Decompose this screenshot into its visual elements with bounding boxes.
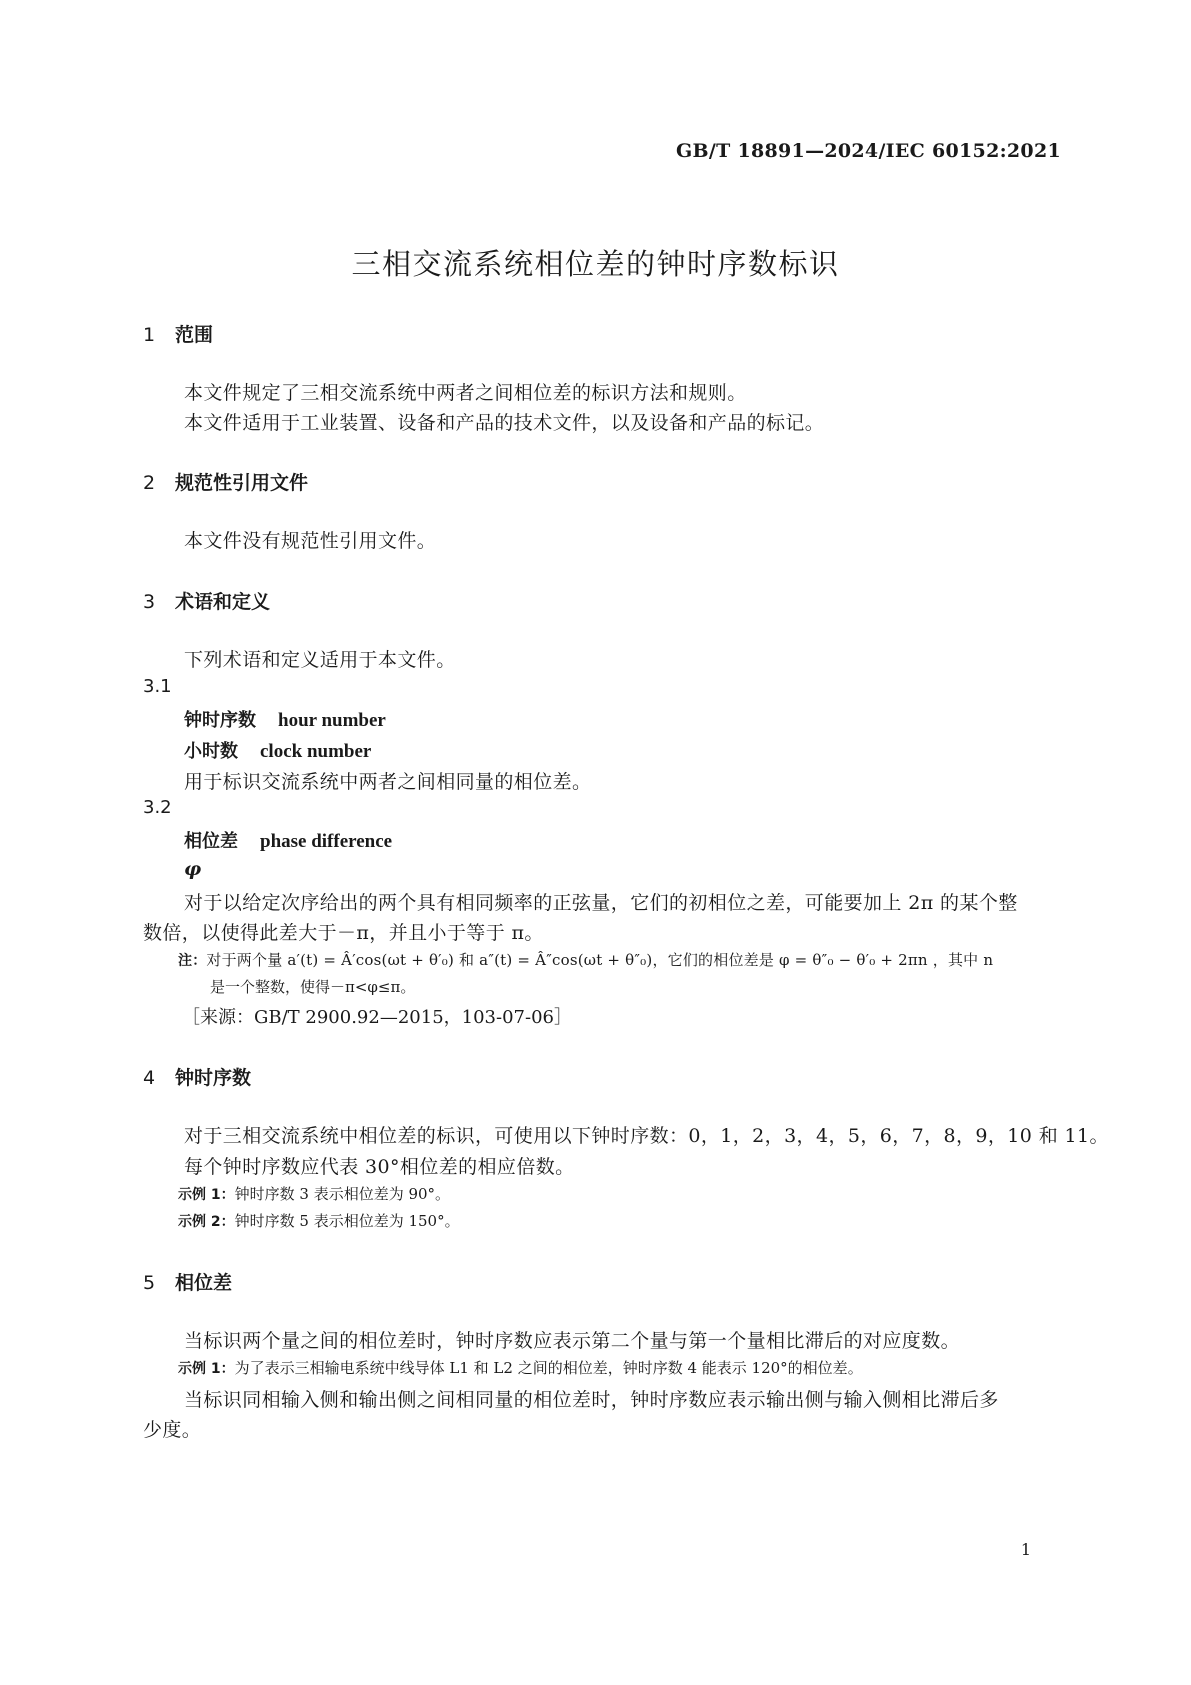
source-reference: ［来源：GB/T 2900.92—2015，103-07-06］: [182, 1007, 572, 1028]
term-definition-continued: 数倍，以使得此差大于－π，并且小于等于 π。: [143, 922, 544, 944]
term-en: hour number: [278, 710, 386, 731]
example-label: 示例 1：: [178, 1187, 235, 1203]
section-number: 3: [143, 591, 156, 613]
term-definition: 对于以给定次序给出的两个具有相同频率的正弦量，它们的初相位之差，可能要加上 2π 的某个整: [184, 892, 1018, 914]
paragraph-continued: 少度。: [143, 1419, 202, 1441]
note-label: 注：: [178, 953, 207, 969]
paragraph: 每个钟时序数应代表 30°相位差的相应倍数。: [184, 1156, 575, 1178]
term-symbol: φ: [184, 858, 202, 880]
example-text: 为了表示三相输电系统中线导体 L1 和 L2 之间的相位差，钟时序数 4 能表示 120°的相位差。: [234, 1359, 863, 1377]
paragraph: 当标识同相输入侧和输出侧之间相同量的相位差时，钟时序数应表示输出侧与输入侧相比滞后多: [184, 1389, 999, 1411]
term-preferred: [184, 706, 386, 732]
section-number: 5: [143, 1272, 156, 1294]
page-number: 1: [1020, 1540, 1031, 1559]
term-definition: 用于标识交流系统中两者之间相同量的相位差。: [184, 771, 592, 793]
term-en: clock number: [260, 741, 372, 762]
term-admitted: [184, 737, 371, 763]
paragraph: 本文件规定了三相交流系统中两者之间相位差的标识方法和规则。: [184, 382, 747, 404]
term-number: 3.1: [143, 676, 172, 697]
example-text: 钟时序数 5 表示相位差为 150°。: [234, 1212, 460, 1230]
section-4-heading: [143, 1063, 251, 1090]
note-text: 对于两个量 a′(t) = Â′cos(ωt + θ′₀) 和 a″(t) = Â″cos(ωt + θ″₀)，它们的相位差是 φ = θ″₀ − θ′₀ + 2πn ，其中 n: [206, 951, 994, 969]
section-title: 钟时序数: [175, 1067, 252, 1089]
note: [178, 949, 993, 970]
example-label: 示例 2：: [178, 1214, 235, 1230]
note-continued: 是一个整数，使得－π<φ≤π。: [210, 978, 416, 996]
section-number: 4: [143, 1067, 156, 1089]
term-zh: 相位差: [184, 831, 238, 852]
section-1-heading: [143, 320, 213, 347]
section-5-heading: [143, 1268, 232, 1295]
section-title: 术语和定义: [175, 591, 271, 613]
page-title: 三相交流系统相位差的钟时序数标识: [351, 247, 840, 281]
section-number: 2: [143, 472, 156, 494]
standard-code: GB/T 18891—2024/IEC 60152:2021: [675, 140, 1061, 162]
section-title: 范围: [175, 324, 214, 346]
section-2-heading: [143, 468, 308, 495]
paragraph: 下列术语和定义适用于本文件。: [184, 649, 456, 671]
paragraph: 本文件适用于工业装置、设备和产品的技术文件，以及设备和产品的标记。: [184, 412, 825, 434]
paragraph: 对于三相交流系统中相位差的标识，可使用以下钟时序数：0，1，2，3，4，5，6，7，8，9，10 和 11。: [184, 1125, 1109, 1147]
paragraph: 当标识两个量之间的相位差时，钟时序数应表示第二个量与第一个量相比滞后的对应度数。: [184, 1330, 961, 1352]
paragraph: 本文件没有规范性引用文件。: [184, 530, 437, 552]
example: [178, 1183, 450, 1204]
section-title: 规范性引用文件: [175, 472, 309, 494]
example-text: 钟时序数 3 表示相位差为 90°。: [234, 1185, 451, 1203]
term-preferred: [184, 827, 392, 853]
section-number: 1: [143, 324, 156, 346]
term-zh: 小时数: [184, 741, 238, 762]
example: [178, 1210, 460, 1231]
term-zh: 钟时序数: [184, 710, 256, 731]
term-number: 3.2: [143, 797, 172, 818]
example-label: 示例 1：: [178, 1361, 235, 1377]
term-en: phase difference: [260, 831, 393, 852]
example: [178, 1357, 863, 1378]
section-title: 相位差: [175, 1272, 233, 1294]
section-3-heading: [143, 587, 270, 614]
